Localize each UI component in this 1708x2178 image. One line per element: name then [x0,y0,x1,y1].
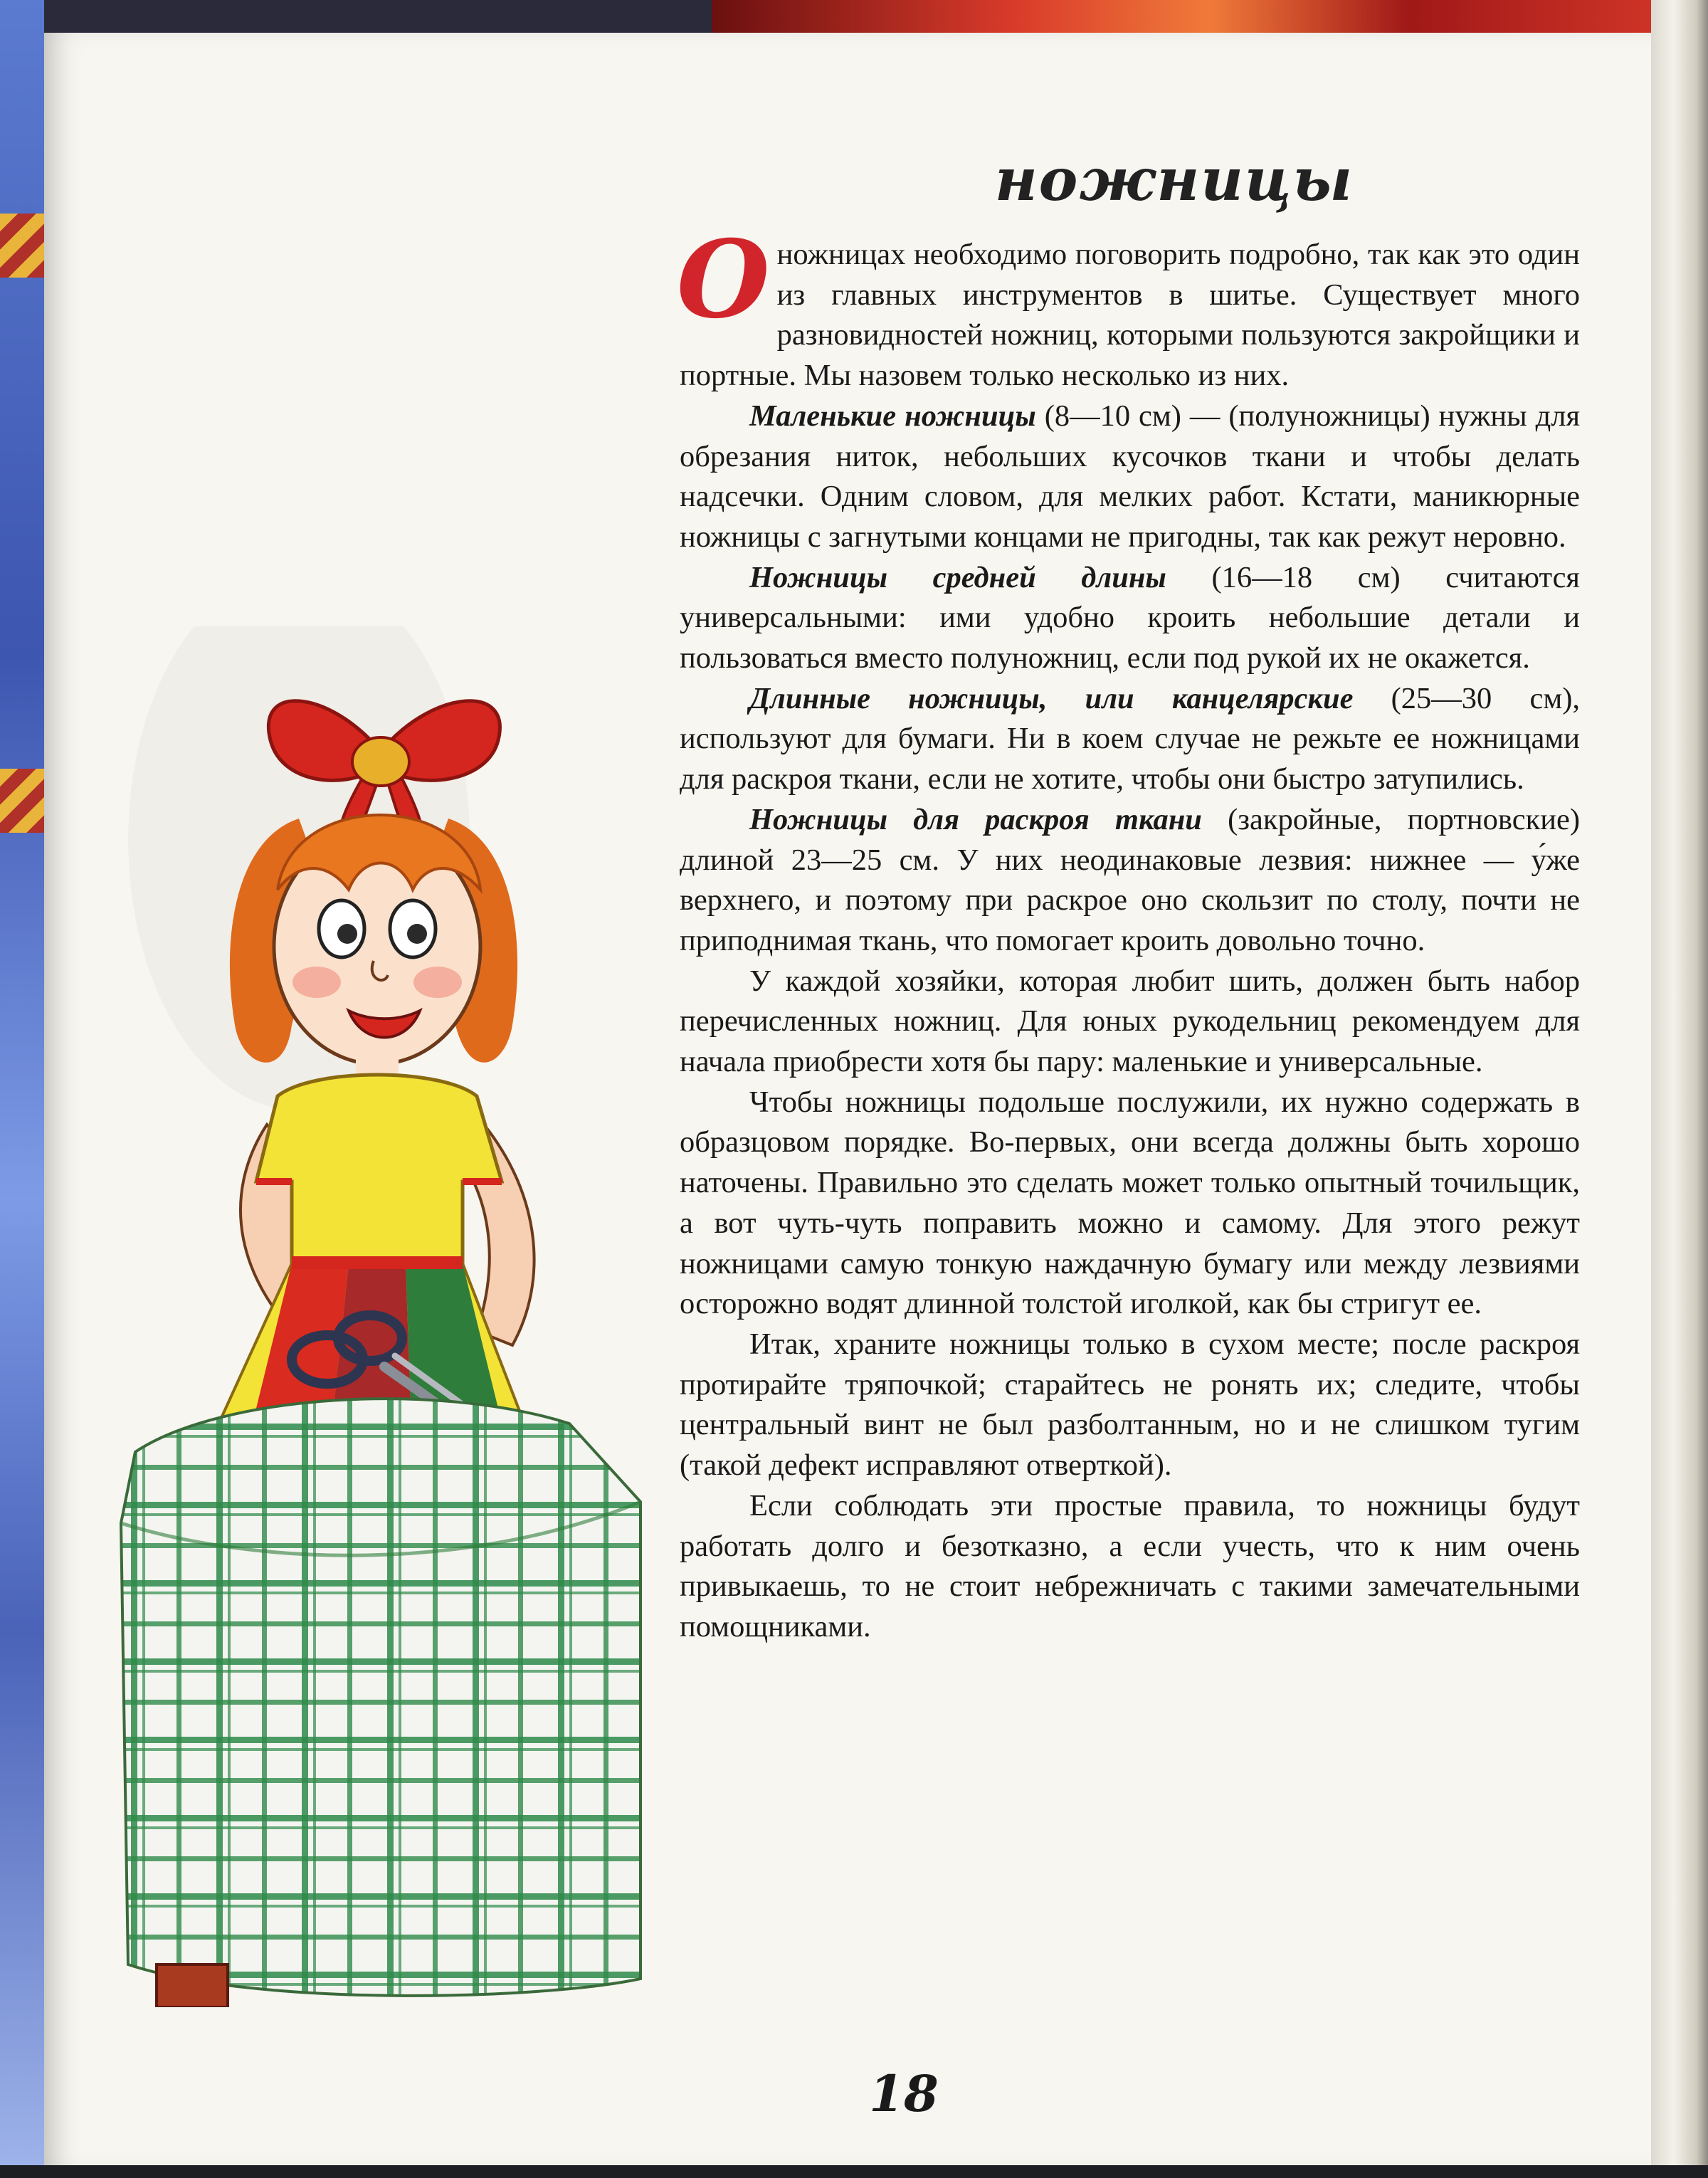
paragraph-text: Итак, храните ножницы только в сухом месте; после раскроя протирайте тряпочкой; старайтесь не ронять их; следите, чтобы центральный винт не был разболтанным, но и не слишком тугим (такой дефект исправляют отверткой). [680,1327,1580,1483]
page-number: 18 [869,2064,939,2123]
paragraph-intro [677,217,1580,396]
paragraph-fabric-scissors [680,800,1580,962]
paragraph-long-scissors [680,679,1580,800]
paragraph-text: (16—18 см) считаются универсальными: ими удобно кроить небольшие детали и пользоваться вместо полуножниц, если под рукой их не окажется. [680,560,1580,675]
paragraph-text: (25—30 см), используют для бумаги. Ни в коем случае не режьте ее ножницами для раскроя ткани, если не хотите, чтобы они быстро затупились. [680,681,1580,796]
paragraph-conclusion [680,1486,1580,1648]
page-edge [1651,0,1708,2178]
paragraph-text: ножницах необходимо поговорить подробно, так как это один из главных инструментов в шитье. Существует много разновидностей ножниц, которыми пользуются закройщики и портные. Мы назовем только несколько из них. [680,238,1580,393]
paragraph-text: Чтобы ножницы подольше послужили, их нужно содержать в образцовом порядке. Во-первых, они всегда должны быть хорошо наточены. Правильно это сделать может только опытный точильщик, а вот чуть-чуть поправить можно и самому. Для этого режут ножницами самую тонкую наждачную бумагу или между лезвиями осторожно водят длинной толстой иголкой, как бы стригут ее. [680,1085,1580,1321]
book-cover-spine [0,0,44,2178]
spine-stripe [0,769,44,833]
paragraph-set [680,962,1580,1083]
article-body [677,217,1581,1648]
scissors-type-term: Маленькие ножницы [749,399,1036,433]
paragraph-medium-scissors [680,558,1580,679]
girl-cutting-fabric-icon [114,626,669,2007]
paragraph-text: (8—10 см) — (полуножницы) нужны для обрезания ниток, небольших кусочков ткани и чтобы делать надсечки. Одним словом, для мелких работ. Кстати, маникюрные ножницы с загнутыми концами не пригодны, так как режут неровно. [680,399,1581,554]
scan-edge [0,2165,1708,2178]
page-title: ножницы [994,146,1354,214]
paragraph-small-scissors [680,396,1580,558]
paragraph-text: Если соблюдать эти простые правила, то ножницы будут работать долго и безотказно, а если учесть, что к ним очень привыкаешь, то не стоит небрежничать с такими замечательными помощниками. [680,1488,1580,1643]
book-cover-top [712,0,1708,33]
scissors-type-term: Длинные ножницы, или канцелярские [749,681,1354,715]
paragraph-text: (закройные, портновские) длиной 23—25 см. У них неодинаковые лезвия: нижнее — у́же верхнего, и поэтому при раскрое оно скользит по столу, почти не приподнимая ткань, что помогает кроить довольно точно. [680,802,1580,957]
drop-cap: О [677,217,770,342]
paragraph-storage [680,1325,1580,1486]
paragraph-care [680,1083,1580,1325]
scissors-type-term: Ножницы средней длины [749,560,1166,594]
paragraph-text: У каждой хозяйки, которая любит шить, должен быть набор перечисленных ножниц. Для юных рукодельниц рекомендуем для начала приобрести хотя бы пару: маленькие и универсальные. [680,964,1580,1079]
spine-stripe [0,214,44,278]
scissors-type-term: Ножницы для раскроя ткани [749,802,1202,836]
